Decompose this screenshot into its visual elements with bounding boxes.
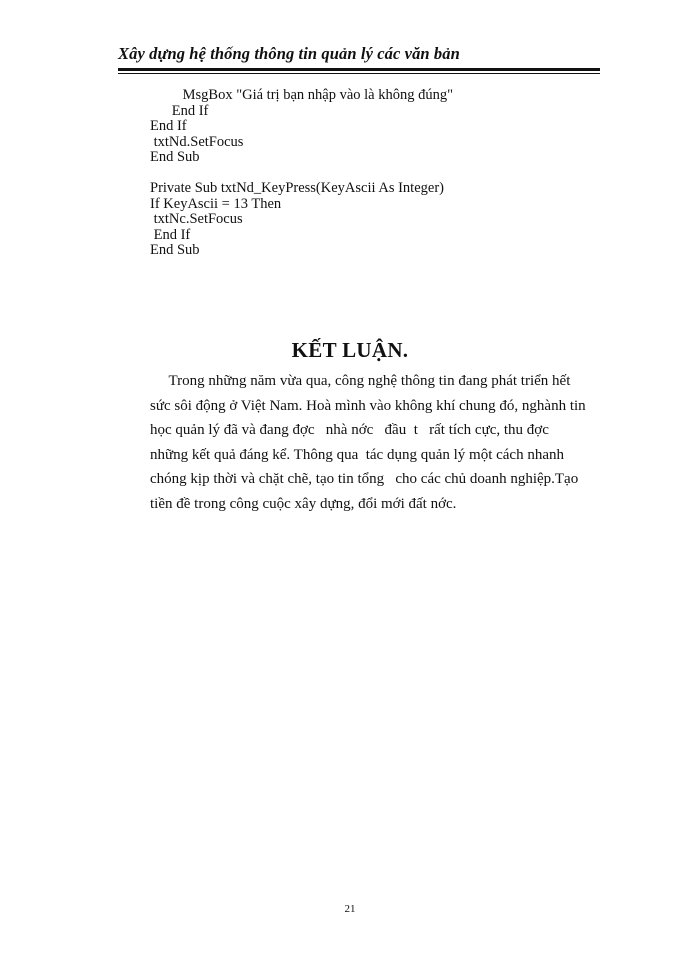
code-block <box>150 88 453 259</box>
paragraph-line: học quản lý đã và đang đợc nhà nớc đầu t rất tích cực, thu đợc <box>150 422 549 438</box>
code-line: End If <box>150 102 209 119</box>
paragraph-line: sức sôi động ở Việt Nam. Hoà mình vào không khí chung đó, nghành tin <box>150 397 586 414</box>
header-rule-thick <box>118 68 600 71</box>
code-line: If KeyAscii = 13 Then <box>150 195 282 212</box>
code-line: txtNd.SetFocus <box>150 133 244 150</box>
conclusion-paragraph <box>150 369 586 516</box>
page-number: 21 <box>344 903 356 915</box>
paragraph-line: những kết quả đáng kể. Thông qua tác dụng quản lý một cách nhanh <box>150 446 565 463</box>
code-line: txtNc.SetFocus <box>150 211 243 227</box>
conclusion-heading: KẾT LUẬN. <box>291 338 409 362</box>
code-line: End If <box>150 118 187 134</box>
code-line: End If <box>150 226 191 243</box>
code-line <box>150 166 453 182</box>
code-line: MsgBox "Giá trị bạn nhập vào là không đúng" <box>150 87 454 103</box>
paragraph-line: Trong những năm vừa qua, công nghệ thông tin đang phát triển hết <box>150 373 571 389</box>
header-rule-thin <box>118 73 600 74</box>
code-line: End Sub <box>150 242 200 258</box>
code-line: Private Sub txtNd_KeyPress(KeyAscii As Integer) <box>150 180 444 196</box>
paragraph-line: tiền đề trong công cuộc xây dựng, đổi mới đất nớc. <box>150 495 457 512</box>
code-line: End Sub <box>150 149 200 165</box>
paragraph-line: chóng kịp thời và chặt chẽ, tạo tin tổng cho các chủ doanh nghiệp.Tạo <box>150 471 579 487</box>
running-header-title: Xây dựng hệ thống thông tin quản lý các văn bản <box>118 44 460 63</box>
